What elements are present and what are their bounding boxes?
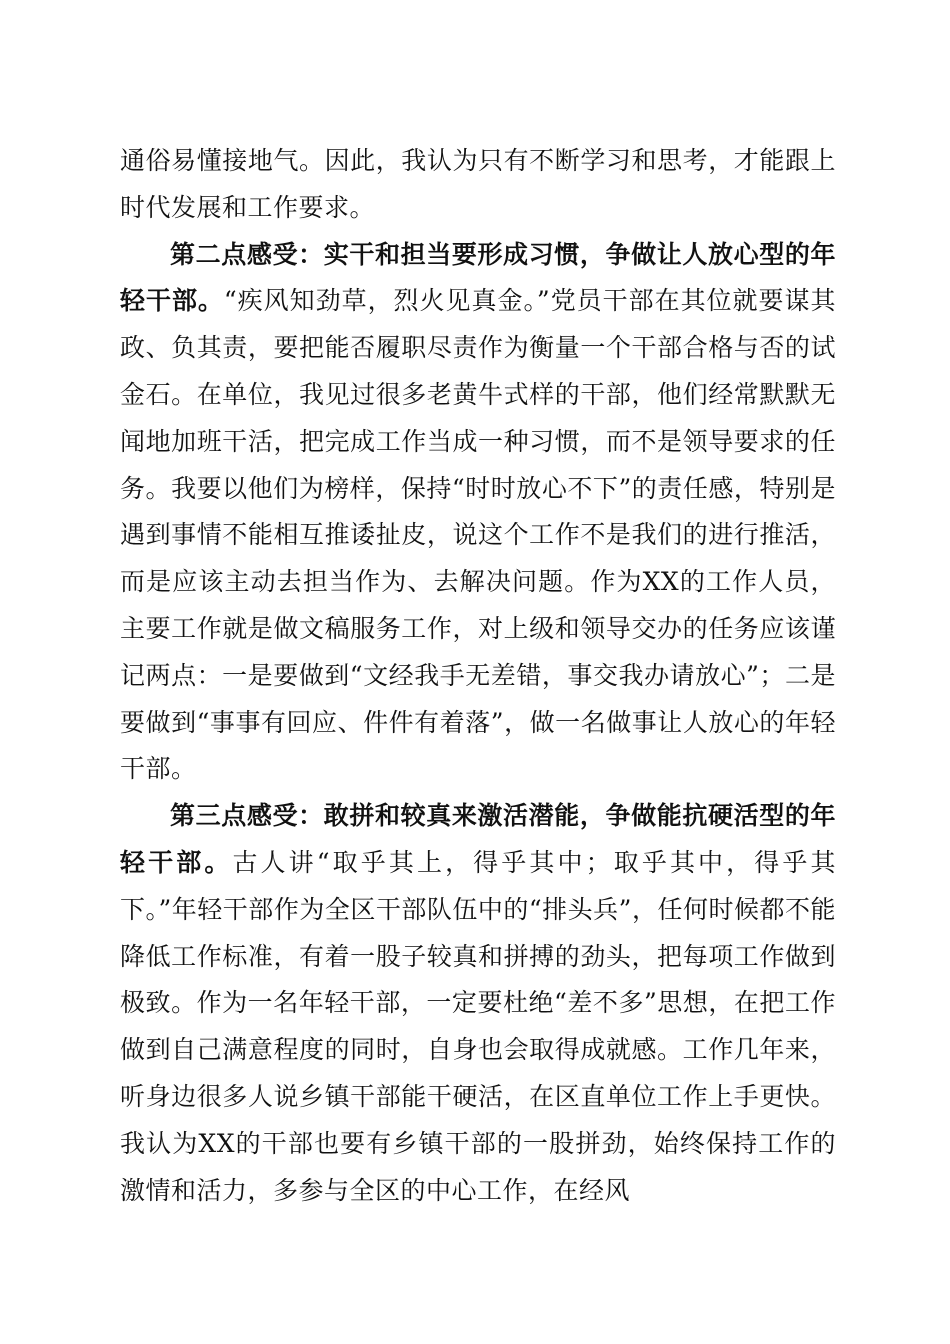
paragraph-text: “疾风知劲草，烈火见真金。”党员干部在其位就要谋其政、负其责，要把能否履职尽责作为衡量一个干部合格与否的试金石。在单位，我见过很多老黄牛式样的干部，他们经常默默无闻地加班干活，把完成工作当成一种习惯，而不是领导要求的任务。我要以他们为榜样，保持“时时放心不下”的责任感，特别是遇到事情不能相互推诿扯皮，说这个工作不是我们的进行推活，而是应该主动去担当作为、去解决问题。作为XX的工作人员，主要工作就是做文稿服务工作，对上级和领导交办的任务应该谨记两点：一是要做到“文经我手无差错，事交我办请放心”；二是要做到“事事有回应、件件有着落”，做一名做事让人放心的年轻干部。 bbox=[120, 286, 836, 784]
paragraph-second-feeling bbox=[120, 232, 836, 794]
paragraph-text: 通俗易懂接地气。因此，我认为只有不断学习和思考，才能跟上时代发展和工作要求。 bbox=[120, 146, 836, 222]
paragraph-third-feeling bbox=[120, 793, 836, 1214]
paragraph-heading: 第二点感受：实干和担当要形成习惯，争做让人放心型的年轻干部。 bbox=[120, 239, 836, 316]
paragraph-text: 古人讲“取乎其上，得乎其中；取乎其中，得乎其下。”年轻干部作为全区干部队伍中的“排头兵”，任何时候都不能降低工作标准，有着一股子较真和拼搏的劲头，把每项工作做到极致。作为一名年轻干部，一定要杜绝“差不多”思想，在把工作做到自己满意程度的同时，自身也会取得成就感。工作几年来，听身边很多人说乡镇干部能干硬活，在区直单位工作上手更快。我认为XX的干部也要有乡镇干部的一股拼劲，始终保持工作的激情和活力，多参与全区的中心工作，在经风 bbox=[120, 847, 836, 1205]
document-body bbox=[120, 138, 836, 1214]
paragraph-heading: 第三点感受：敢拼和较真来激活潜能，争做能抗硬活型的年轻干部。 bbox=[120, 801, 836, 877]
paragraph-continuation bbox=[120, 138, 836, 232]
